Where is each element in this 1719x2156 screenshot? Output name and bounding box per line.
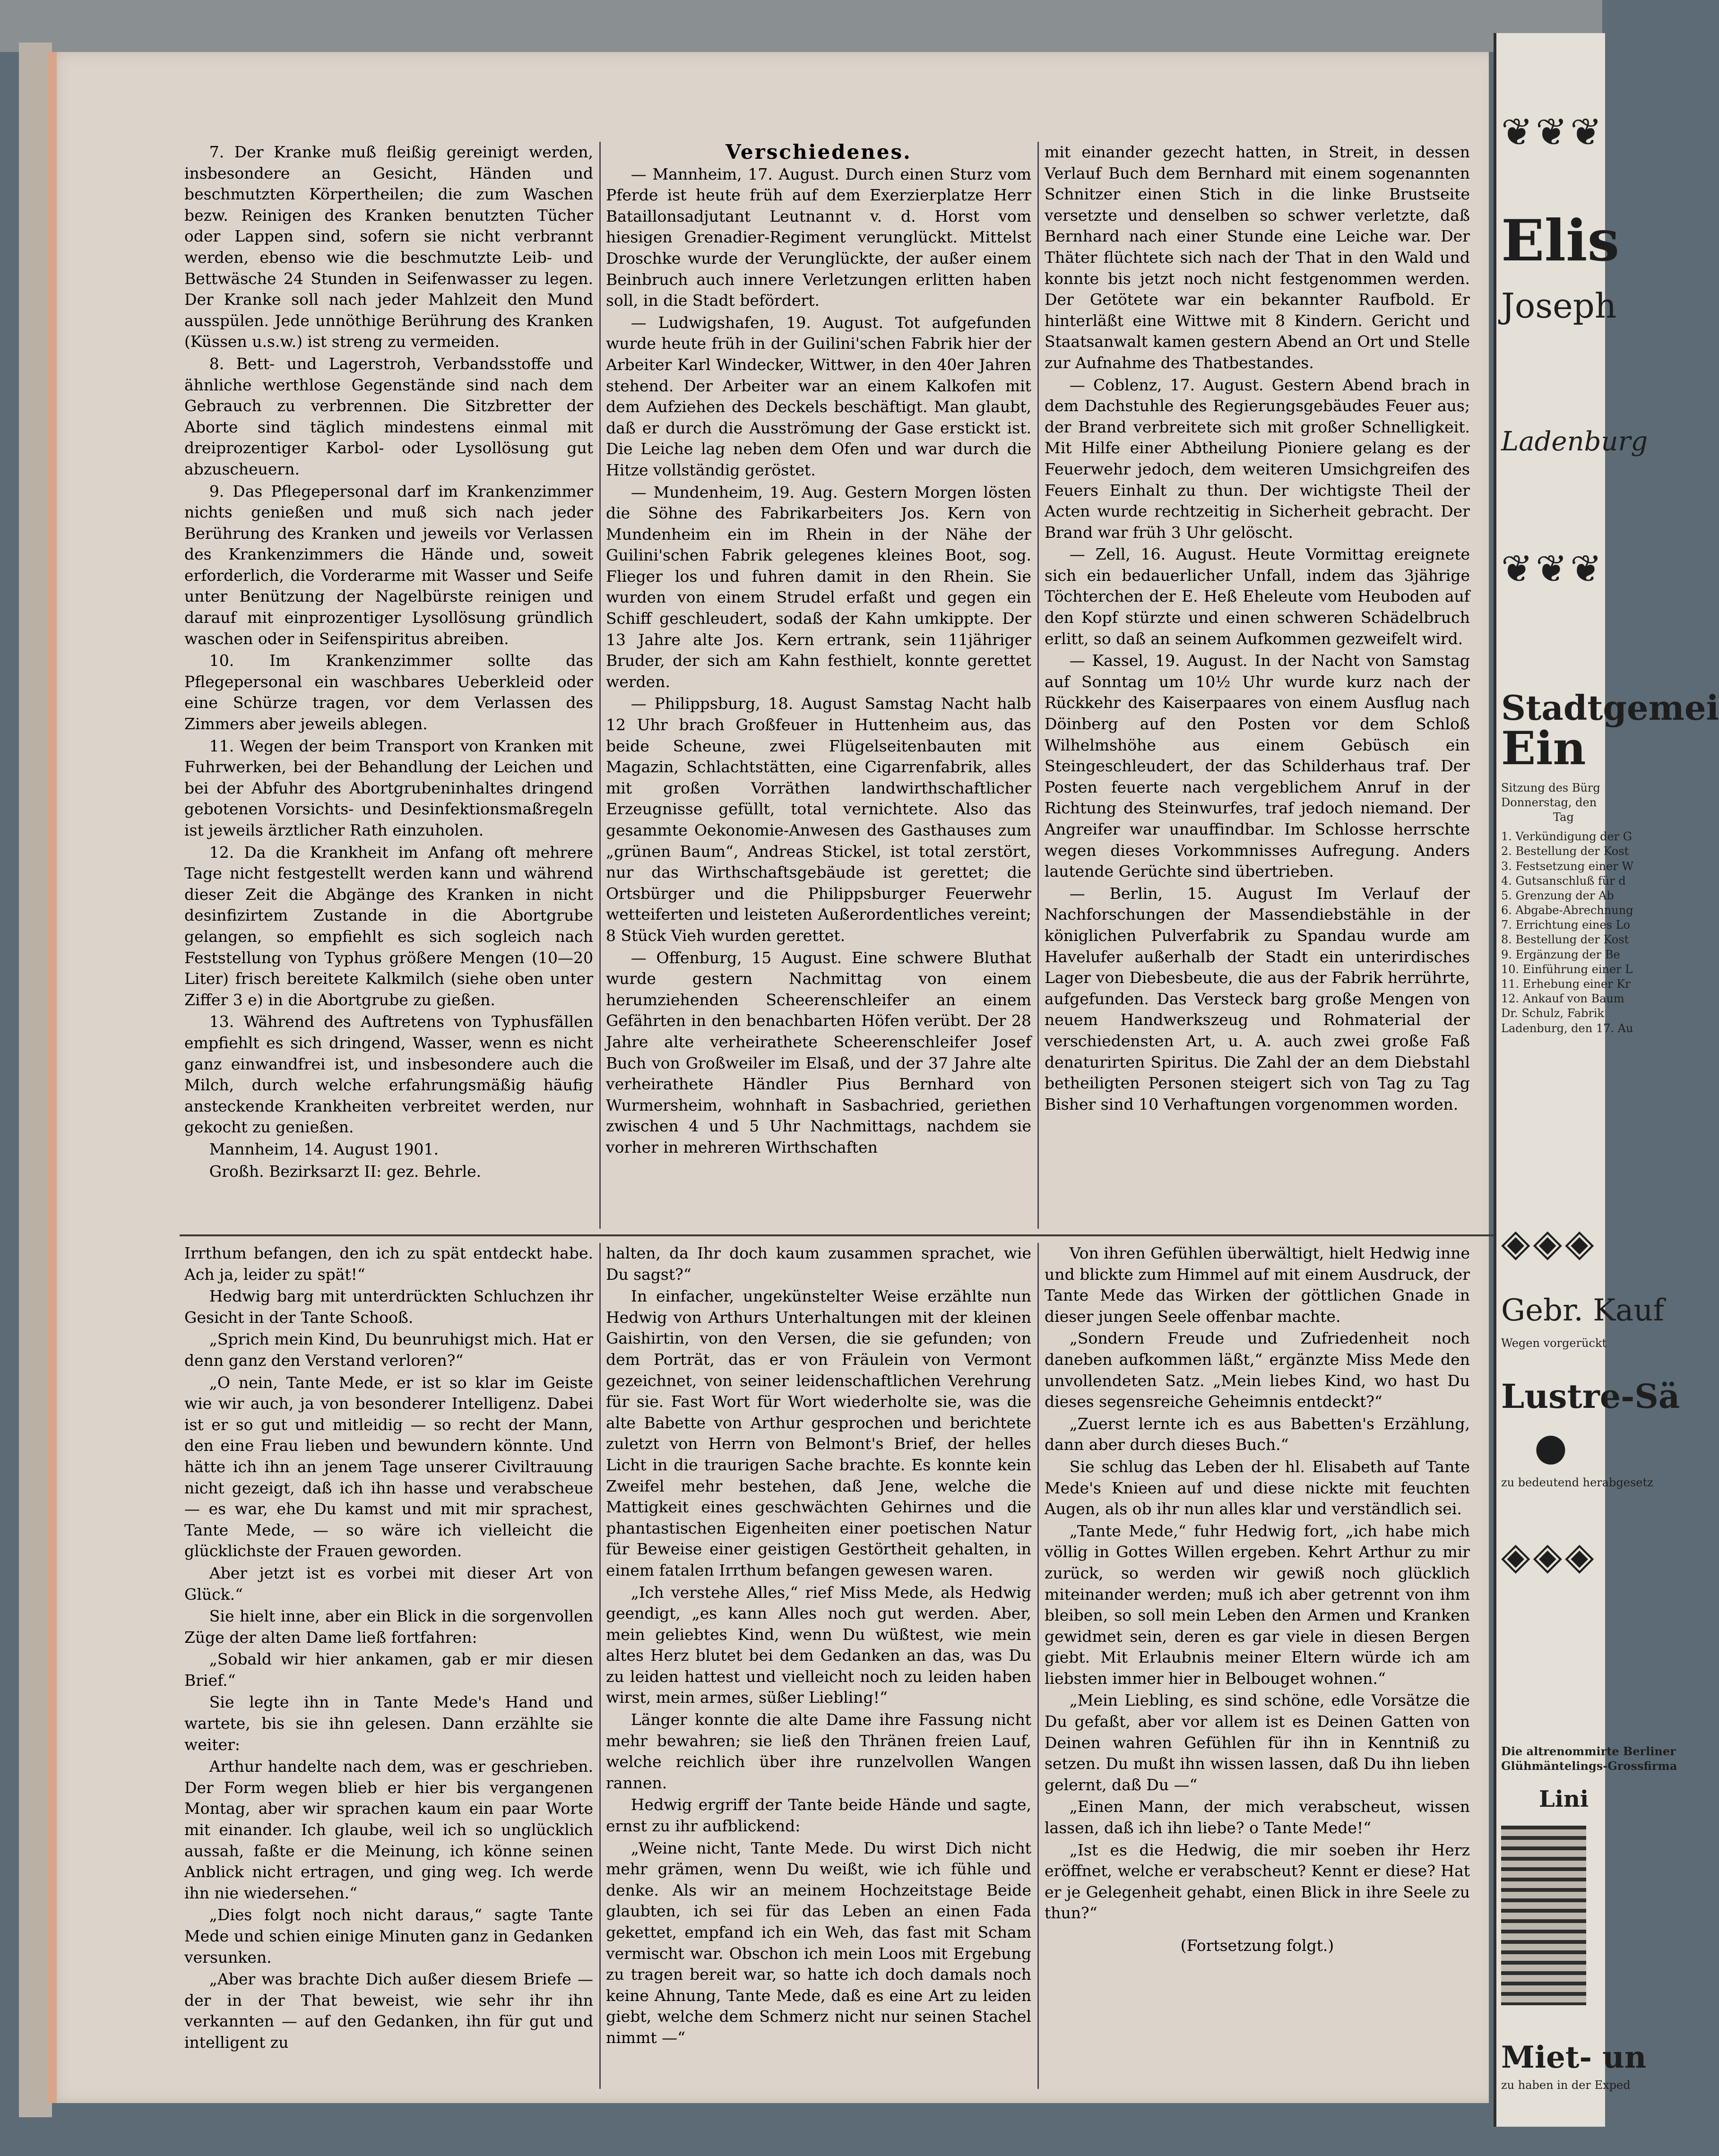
ornament-icon: ❦❦❦ xyxy=(1501,547,1605,591)
ad-illustration xyxy=(1501,1826,1586,2005)
ad-list-item: 10. Einführung einer L xyxy=(1501,962,1633,976)
ad-list-item: 1. Verkündigung der G xyxy=(1501,830,1632,844)
scanner-frame-top xyxy=(0,0,1602,52)
article-paragraph: 13. Während des Auftretens von Typhusfällen empfiehlt es sich dringend, Wasser, wenn es nicht ganz einwandfrei ist, und insbesondere auch die Milch, durch welche erfahrungsmäßig häufig ansteckende Krankheiten verbreitet werden, nur gekocht zu genießen. xyxy=(184,1012,593,1137)
story-paragraph: „O nein, Tante Mede, er ist so klar im Geiste wie wir auch, ja von besonderer Intelligenz. Dabei ist er so gut und mitleidig — so recht der Mann, den eine Frau lieben und bewundern könnte. Und hätte ich ihn an jenem Tage unserer Civiltrauung nicht gezeigt, daß ich ihn hasse und verabscheue — es war, ehe Du kamst und mit mir sprachest, Tante Mede, — so wäre ich vielleicht die glücklichste der Frauen geworden. xyxy=(184,1373,593,1561)
news-item: — Ludwigshafen, 19. August. Tot aufgefunden wurde heute früh in der Guilini'schen Fabrik hier der Arbeiter Karl Windecker, Wittwer, in den 40er Jahren stehend. Der Arbeiter war an einem Kalkofen mit dem Aufziehen des Deckels beschäftigt. Man glaubt, daß er durch die Ausströmung der Gase erstickt ist. Die Leiche lag neben dem Ofen und war durch die Hitze vollständig geröstet. xyxy=(606,313,1031,479)
ad-list-item: 12. Ankauf von Baum xyxy=(1501,992,1624,1006)
story-paragraph: „Dies folgt noch nicht daraus,“ sagte Tante Mede und schien einige Minuten ganz in Gedanken versunken. xyxy=(184,1906,593,1966)
ad-heading: Elis xyxy=(1501,207,1620,274)
column-typhus-rules xyxy=(184,142,593,1229)
ad-line: Tag xyxy=(1553,810,1574,824)
ad-line: Die altrenommirte Berliner xyxy=(1501,1744,1676,1758)
story-paragraph: Länger konnte die alte Dame ihre Fassung nicht mehr bewahren; sie ließ den Thränen freien Lauf, welche reichlich über ihre runzelvollen Wangen rannen. xyxy=(606,1710,1031,1792)
ad-line: Donnerstag, den xyxy=(1501,795,1597,809)
ad-list-item: 5. Grenzung der Ab xyxy=(1501,888,1614,902)
adjacent-page xyxy=(1494,33,1719,2127)
story-paragraph: Arthur handelte nach dem, was er geschrieben. Der Form wegen blieb er hier bis vergangenen Montag, aber wir sprachen kaum ein paar Worte mit einander. Ich glaube, weil ich so unglücklich aussah, faßte er die Meinung, ich könne seinen Anblick nicht ertragen, und ging weg. Ich werde ihn nie wiedersehen.“ xyxy=(184,1757,593,1902)
ad-list-item: 2. Bestellung der Kost xyxy=(1501,845,1629,858)
story-paragraph: „Ist es die Hedwig, die mir soeben ihr Herz eröffnet, welche er verabscheut? Kennt er diese? Hat er je Gelegenheit gehabt, einen Blick in ihre Seele zu thun?“ xyxy=(1045,1840,1470,1923)
ad-heading: Gebr. Kauf xyxy=(1501,1293,1665,1328)
article-paragraph: 12. Da die Krankheit im Anfang oft mehrere Tage nicht festgestellt werden kann und während dieser Zeit die Abgänge des Kranken in nicht desinfizirtem Zustande in die Abortgrube gelangen, so empfiehlt es sich sogleich nach Feststellung von Typhus größere Mengen (10—20 Liter) frisch bereitete Kalkmilch (siehe oben unter Ziffer 3 e) in die Abortgrube zu gießen. xyxy=(184,843,593,1009)
ad-block-5 xyxy=(1501,2040,1647,2093)
story-paragraph: Irrthum befangen, den ich zu spät entdeckt habe. Ach ja, leider zu spät!“ xyxy=(184,1244,593,1284)
news-item: — Mundenheim, 19. Aug. Gestern Morgen lösten die Söhne des Fabrikarbeiters Jos. Kern von Mundenheim ein im Rhein in der Nähe der Guilini'schen Fabrik gelegenes kleines Boot, sog. Flieger los und fuhren damit in den Rhein. Sie wurden von einem Strudel erfaßt und gegen ein Schiff geschleudert, sodaß der Kahn umkippte. Der 13 Jahre alte Jos. Kern ertrank, sein 11jähriger Bruder, der sich am Kahn festhielt, konnte gerettet werden. xyxy=(606,483,1031,691)
story-paragraph: Aber jetzt ist es vorbei mit dieser Art von Glück.“ xyxy=(184,1563,593,1604)
column-divider xyxy=(599,1243,601,2089)
column-divider xyxy=(599,142,601,1229)
ad-list-item: 9. Ergänzung der Be xyxy=(1501,948,1620,961)
dateline: Mannheim, 14. August 1901. xyxy=(209,1139,439,1158)
column-news-continued xyxy=(1045,142,1470,1229)
ad-list-item: Dr. Schulz, Fabrik xyxy=(1501,1007,1605,1020)
ad-heading: Lini xyxy=(1539,1786,1589,1813)
story-paragraph: Sie legte ihn in Tante Mede's Hand und wartete, bis sie ihn gelesen. Dann erzählte sie weiter: xyxy=(184,1693,593,1754)
ornament-icon: ❦❦❦ xyxy=(1501,110,1605,154)
news-item: — Kassel, 19. August. In der Nacht von Samstag auf Sonntag um 10½ Uhr wurde kurz nach der Rückkehr des Kaiserpaares von einem Ausflug nach Döinberg auf den Posten vor dem Schloß Wilhelmshöhe aus einem Gebüsch ein Steingeschleudert, der das Schilderhaus traf. Der Posten feuerte nach vergeblichem Anruf in der Richtung des Steinwurfes, traf jedoch niemand. Der Angreifer war unauffindbar. Im Schlosse herrschte wegen dieses Vorkommnisses Aufregung. Anders lautende Gerüchte sind übertrieben. xyxy=(1045,651,1470,881)
article-paragraph: 7. Der Kranke muß fleißig gereinigt werden, insbesondere an Gesicht, Händen und beschmutzten Körpertheilen; die zum Waschen bezw. Reinigen des Kranken benutzten Tücher oder Lappen sind, sofern sie nicht verbrannt werden, ebenso wie die beschmutzte Leib- und Bettwäsche 24 Stunden in Seifenwasser zu legen. Der Kranke soll nach jeder Mahlzeit den Mund ausspülen. Jede unnöthige Berührung des Kranken (Küssen u.s.w.) ist streng zu vermeiden. xyxy=(184,143,593,351)
ad-line: Glühmäntelings-Grossfirma xyxy=(1501,1759,1677,1773)
ad-list-item: 6. Abgabe-Abrechnung xyxy=(1501,904,1633,917)
news-item: mit einander gezecht hatten, in Streit, in dessen Verlauf Buch dem Bernhard mit einem sogenannten Schnitzer einen Stich in die linke Brustseite versetzte und denselben so schwer verletzte, daß Bernhard nach einer Stunde eine Leiche war. Der Thäter flüchtete sich nach der That in den Wald und konnte bis jetzt noch nicht festgenommen werden. Der Getötete war ein bekannter Raufbold. Er hinterläßt eine Wittwe mit 8 Kindern. Gericht und Staatsanwalt kamen gestern Abend an Ort und Stelle zur Aufnahme des Thatbestandes. xyxy=(1045,143,1470,372)
story-paragraph: „Sobald wir hier ankamen, gab er mir diesen Brief.“ xyxy=(184,1650,593,1690)
news-item: — Offenburg, 15 August. Eine schwere Bluthat wurde gestern Nachmittag von einem herumziehenden Scheerenschleifer an einem Gefährten in den benachbarten Höfen verübt. Der 28 Jahre alte verheirathete Scheerenschleifer Josef Buch von Großweiler im Elsaß, und der 37 Jahre alte verheirathete Händler Pius Bernhard von Wurmersheim, wohnhaft in Sasbachried, geriethen zwischen 4 und 5 Uhr Nachmittags, nachdem sie vorher in mehreren Wirthschaften xyxy=(606,948,1031,1156)
column-feuilleton-1 xyxy=(184,1243,593,2089)
story-paragraph: „Ich verstehe Alles,“ rief Miss Mede, als Hedwig geendigt, „es kann Alles noch gut werden. Aber, mein geliebtes Kind, wenn Du wüßtest, wie mein altes Herz blutet bei dem Gedanken an das, was Du zu leiden hattest und vielleicht noch zu leiden haben wirst, mein armes, süßer Liebling!“ xyxy=(606,1583,1031,1707)
story-paragraph: In einfacher, ungekünstelter Weise erzählte nun Hedwig von Arthurs Unterhaltungen mit der kleinen Gaishirtin, von den Versen, die sie gefunden; von dem Porträt, das er von Fräulein von Vermont gezeichnet, von seiner leidenschaftlichen Verehrung für sie. Fast Wort für Wort wiederholte sie, was die alte Babette von Arthur gesprochen und berichtete zuletzt von Herrn von Belmont's Brief, der helles Licht in die traurigen Sache brachte. Es konnte kein Zweifel mehr bestehen, daß Jene, welche die Mattigkeit eines geschwächten Gehirnes und die phantastischen Eigenheiten einer poetischen Natur für Beweise einer geistigen Gestörtheit gehalten, in einem fatalen Irrthum befangen gewesen waren. xyxy=(606,1287,1031,1579)
story-paragraph: „Weine nicht, Tante Mede. Du wirst Dich nicht mehr grämen, wenn Du weißt, wie ich fühle und denke. Als wir an meinem Hochzeitstage Beide glaubten, ich sei für das Leben an einen Fada gekettet, empfand ich ein Weh, das fast mit Scham vermischt war. Obschon ich mein Loos mit Ergebung zu tragen bereit war, so hatte ich doch damals noch keine Ahnung, Tante Mede, daß es eine Art zu leiden giebt, welche dem Schmerz nicht nur seinen Stachel nimmt —“ xyxy=(606,1838,1031,2047)
feuilleton-divider xyxy=(180,1234,1494,1236)
article-paragraph: 10. Im Krankenzimmer sollte das Pflegepersonal ein waschbares Ueberkleid oder eine Schürze tragen, vor dem Verlassen des Zimmers aber jeweils ablegen. xyxy=(184,651,593,733)
news-item: — Berlin, 15. August Im Verlauf der Nachforschungen der Massendiebstähle in der königlichen Pulverfabrik zu Spandau wurde am Havelufer außerhalb der Stadt ein unterirdisches Lager von Diebesbeute, die aus der Fabrik herrührte, aufgefunden. Das Versteck barg große Mengen von neuem Handwerkszeug und Rohmaterial der verschiedensten Art, u. A. auch zwei große Faß denaturirten Spiritus. Die Zahl der an dem Diebstahl betheiligten Personen steigert sich von Tag zu Tag Bisher sind 10 Verhaftungen vorgenommen worden. xyxy=(1045,884,1470,1113)
news-item: — Coblenz, 17. August. Gestern Abend brach in dem Dachstuhle des Regierungsgebäudes Feuer aus; der Brand verbreitete sich mit großer Schnelligkeit. Mit Hilfe einer Abtheilung Pioniere gelang es der Feuerwehr jedoch, dem weiteren Umsichgreifen des Feuers Einhalt zu thun. Der wichtigste Theil der Acten wurde rechtzeitig in Sicherheit gebracht. Der Brand war früh 3 Uhr gelöscht. xyxy=(1045,375,1470,542)
ad-line: Sitzung des Bürg xyxy=(1501,781,1600,794)
story-paragraph: Hedwig ergriff der Tante beide Hände und sagte, ernst zu ihr aufblickend: xyxy=(606,1795,1031,1836)
story-paragraph: „Sprich mein Kind, Du beunruhigst mich. Hat er denn ganz den Verstand verloren?“ xyxy=(184,1330,593,1370)
ad-line: Wegen vorgerückt xyxy=(1501,1337,1607,1350)
news-item: — Philippsburg, 18. August Samstag Nacht halb 12 Uhr brach Großfeuer in Huttenheim aus, das beide Scheune, zwei Flügelseitenbauten mit Magazin, Schlachtstätten, eine Cigarrenfabrik, alles mit großen Vorräthen landwirthschaftlicher Erzeugnisse gefüllt, total vernichtete. Also das gesammte Oekonomie-Anwesen des Gasthauses zum „grünen Baum“, Andreas Stickel, ist total zerstört, nur das Wirthschaftsgebäude ist gerettet; die Ortsbürger und die Philippsburger Feuerwehr wetteiferten und leisteten Außerordentliches vereint; 8 Stück Vieh wurden gerettet. xyxy=(606,694,1031,945)
signature: Großh. Bezirksarzt II: gez. Behrle. xyxy=(209,1162,482,1181)
section-headline: Verschiedenes. xyxy=(726,140,912,164)
ad-list-item: 8. Bestellung der Kost xyxy=(1501,933,1629,947)
continued-note: (Fortsetzung folgt.) xyxy=(1180,1936,1334,1955)
ad-heading: Ladenburg xyxy=(1501,426,1648,457)
diamond-border-icon: ◈◈◈ xyxy=(1501,1221,1597,1265)
ad-heading: Ein xyxy=(1501,721,1586,775)
ad-list-item: 4. Gutsanschluß für d xyxy=(1501,874,1626,888)
story-paragraph: Sie schlug das Leben der hl. Elisabeth auf Tante Mede's Knieen auf und diese nickte mit feuchten Augen, als ob ihr nun alles klar und verständlich sei. xyxy=(1045,1457,1470,1518)
story-paragraph: „Einen Mann, der mich verabscheut, wissen lassen, daß ich ihn liebe? o Tante Mede!“ xyxy=(1045,1797,1470,1837)
article-paragraph: 9. Das Pflegepersonal darf im Krankenzimmer nichts genießen und muß sich nach jeder Berührung des Kranken und jeweils vor Verlassen des Krankenzimmers die Hände und, soweit erforderlich, die Vorderarme mit Wasser und Seife unter Benützung der Nagelbürste reinigen und darauf mit einprozentiger Lysollösung gründlich waschen oder in Seifenspiritus abreiben. xyxy=(184,482,593,648)
ad-list-item: 7. Errichtung eines Lo xyxy=(1501,918,1630,932)
ad-list-item: 3. Festsetzung einer W xyxy=(1501,859,1634,873)
article-paragraph: 11. Wegen der beim Transport von Kranken mit Fuhrwerken, bei der Behandlung der Leichen und bei der Abfuhr des Abortgrubeninhaltes dringend gebotenen Vorsichts- und Desinfektionsmaßregeln ist jeweils ärztlicher Rath einzuholen. xyxy=(184,736,593,839)
story-paragraph: „Zuerst lernte ich es aus Babetten's Erzählung, dann aber durch dieses Buch.“ xyxy=(1045,1414,1470,1454)
circle-icon: ● xyxy=(1534,1424,1570,1469)
ad-list-item: Ladenburg, den 17. Au xyxy=(1501,1021,1633,1035)
ad-heading: Miet- un xyxy=(1501,2040,1647,2075)
ad-heading: Stadtgemei xyxy=(1501,688,1719,728)
ad-block-4 xyxy=(1501,1744,1677,2005)
story-paragraph: „Tante Mede,“ fuhr Hedwig fort, „ich habe mich völlig in Gottes Willen ergeben. Kehrt Arthur zu mir zurück, so werden wir gewiß noch glücklich miteinander werden; muß ich aber getrennt von ihm bleiben, so soll mein Leben den Armen und Kranken gewidmet sein, deren es gar viele in diesen Bergen giebt. Mit Erlaubnis meiner Eltern würde ich am liebsten immer hier in Belbouget wohnen.“ xyxy=(1045,1521,1470,1688)
ad-block-1 xyxy=(1501,110,1648,591)
story-paragraph: „Sondern Freude und Zufriedenheit noch daneben aufkommen läßt,“ ergänzte Miss Mede den unvollendeten Satz. „Mein liebes Kind, wo hast Du dieses segensreiche Geheimnis entdeckt?“ xyxy=(1045,1329,1470,1411)
ad-heading: Lustre-Sä xyxy=(1501,1377,1680,1416)
column-divider xyxy=(1037,142,1039,1229)
story-paragraph: Von ihren Gefühlen überwältigt, hielt Hedwig inne und blickte zum Himmel auf mit einem Ausdruck, der Tante Mede das Wirken der göttlichen Gnade in dieser jungen Seele offenbar machte. xyxy=(1045,1244,1470,1326)
news-item: — Zell, 16. August. Heute Vormittag ereignete sich ein bedauerlicher Unfall, indem das 3jährige Töchterchen der E. Heß Eheleute vom Heuboden auf den Kopf stürzte und einen schweren Schädelbruch erlitt, so daß an seinem Aufkommen gezweifelt wird. xyxy=(1045,545,1470,648)
story-paragraph: halten, da Ihr doch kaum zusammen sprachet, wie Du sagst?“ xyxy=(606,1244,1031,1284)
column-verschiedenes xyxy=(606,142,1031,1229)
article-paragraph: 8. Bett- und Lagerstroh, Verbandsstoffe und ähnliche werthlose Gegenstände sind nach dem Gebrauch zu verbrennen. Die Sitzbretter der Aborte sind täglich mindestens einmal mit dreiprozentiger Karbol- oder Lysollösung gut abzuscheuern. xyxy=(184,354,593,478)
page-edge xyxy=(47,52,57,2103)
column-feuilleton-3 xyxy=(1045,1243,1470,2089)
ad-block-2 xyxy=(1501,688,1719,1036)
news-item: — Mannheim, 17. August. Durch einen Sturz vom Pferde ist heute früh auf dem Exerzierplatze Herr Bataillonsadjutant Leutnannt v. d. Horst vom hiesigen Grenadier-Regiment verunglückt. Mittelst Droschke wurde der Verunglückte, der außer einem Beinbruch auch innere Verletzungen erlitten haben soll, in die Stadt befördert. xyxy=(606,164,1031,310)
story-paragraph: „Mein Liebling, es sind schöne, edle Vorsätze die Du gefaßt, aber vor allem ist es Deinen Gatten von Deinen wahren Gefühlen für ihn in Kenntniß zu setzen. Du mußt ihn wissen lassen, daß Du ihn lieben gelernt, daß Du —“ xyxy=(1045,1691,1470,1794)
column-divider xyxy=(1037,1243,1039,2089)
story-paragraph: „Aber was brachte Dich außer diesem Briefe — der in der That beweist, wie sehr ihr ihn verkannten — auf den Gedanken, ihn für gut und intelligent zu xyxy=(184,1970,593,2052)
ad-list-item: 11. Erhebung einer Kr xyxy=(1501,977,1631,991)
story-paragraph: Sie hielt inne, aber ein Blick in die sorgenvollen Züge der alten Dame ließ fortfahren: xyxy=(184,1607,593,1647)
diamond-border-icon: ◈◈◈ xyxy=(1501,1534,1597,1578)
ad-line: zu bedeutend herabgesetz xyxy=(1501,1475,1653,1489)
ad-block-3 xyxy=(1501,1221,1680,1578)
ad-line: zu haben in der Exped xyxy=(1501,2078,1631,2092)
ad-heading: Joseph xyxy=(1501,286,1617,326)
column-feuilleton-2 xyxy=(606,1243,1031,2089)
story-paragraph: Hedwig barg mit unterdrückten Schluchzen ihr Gesicht in der Tante Schooß. xyxy=(184,1287,593,1327)
